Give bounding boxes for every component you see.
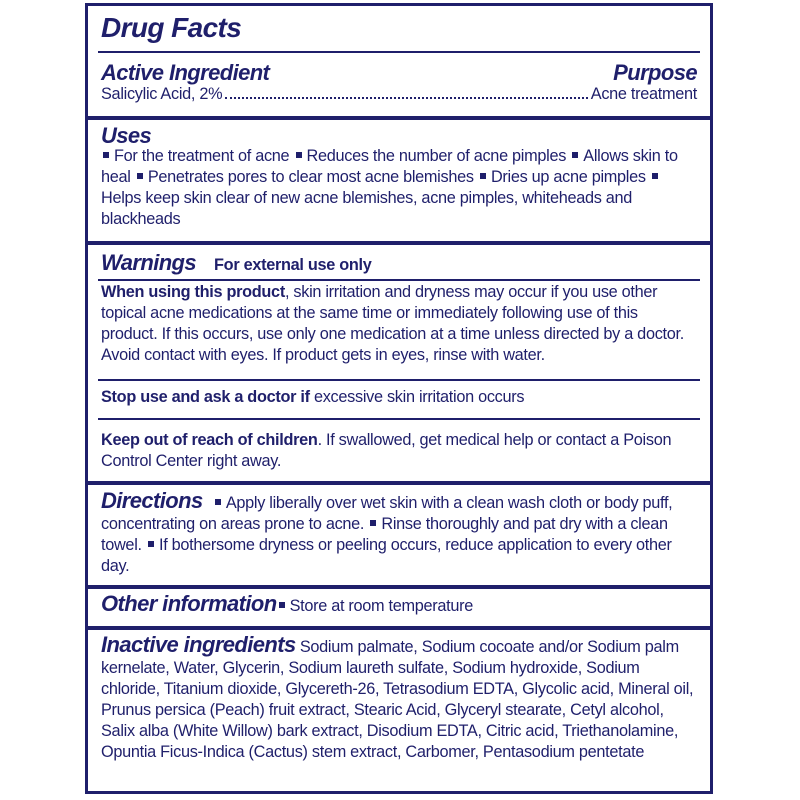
leader-dots — [225, 97, 588, 99]
uses-item: For the treatment of acne — [114, 147, 290, 165]
active-ingredient-heading: Active Ingredient — [101, 60, 270, 85]
uses-item: Reduces the number of acne pimples — [306, 147, 567, 165]
uses-item: Allows skin to heal — [101, 147, 678, 186]
active-ingredient-name: Salicylic Acid, 2% — [101, 85, 223, 103]
uses-section — [101, 123, 697, 230]
title-divider — [98, 51, 700, 53]
when-using-text: , skin irritation and dryness may occur if you use other topical acne medications at the same time or immediately following use of this product. If this occurs, use only one medication at a time unless directed by a doctor. Avoid contact with eyes. If product gets in eyes, rinse with water. — [101, 283, 684, 364]
bullet — [652, 173, 658, 179]
uses-item: Dries up acne pimples — [490, 168, 646, 186]
keep-out-label: Keep out of reach of children — [101, 431, 318, 449]
when-using-label: When using this product — [101, 283, 285, 301]
stop-use-paragraph — [101, 387, 697, 408]
divider-warnings-heading — [98, 279, 700, 281]
active-ingredient-purpose: Acne treatment — [590, 85, 697, 103]
bullet — [572, 152, 578, 158]
bullet — [279, 602, 285, 608]
inactive-ingredients-text: Sodium palmate, Sodium cocoate and/or Sodium palm kernelate, Water, Glycerin, Sodium laureth sulfate, Sodium hydroxide, Sodium chloride, Titanium dioxide, Glycereth-26, Tetrasodium EDTA, Glycolic acid, Mineral oil, Prunus persica (Peach) fruit extract, Stearic Acid, Glyceryl stearate, Cetyl alcohol, Salix alba (White Willow) bark extract, Disodium EDTA, Citric acid, Triethanolamine, Opuntia Ficus-Indica (Cactus) stem extract, Carbomer, Pentasodium pentetate — [101, 638, 694, 761]
directions-item: Apply liberally over wet skin with a clean wash cloth or body puff, concentrating on areas prone to acne. — [101, 494, 673, 533]
drug-facts-title: Drug Facts — [101, 12, 242, 43]
uses-item: Helps keep skin clear of new acne blemishes, acne pimples, whiteheads and blackheads — [101, 189, 633, 228]
directions-item: If bothersome dryness or peeling occurs, reduce application to every other day. — [101, 536, 672, 575]
divider-directions — [88, 585, 710, 589]
bullet — [215, 499, 221, 505]
keep-out-text: . If swallowed, get medical help or contact a Poison Control Center right away. — [101, 431, 672, 470]
stop-use-text: excessive skin irritation occurs — [309, 388, 525, 406]
warnings-section — [101, 250, 697, 276]
directions-item: Rinse thoroughly and pat dry with a clean towel. — [101, 515, 668, 554]
bullet — [296, 152, 302, 158]
uses-heading: Uses — [101, 123, 152, 148]
bullet — [103, 152, 109, 158]
uses-item: Penetrates pores to clear most acne blemishes — [147, 168, 474, 186]
bullet — [370, 520, 376, 526]
keep-out-paragraph — [101, 430, 697, 472]
directions-heading: Directions — [101, 488, 203, 513]
bullet — [137, 173, 143, 179]
when-using-paragraph — [101, 282, 697, 366]
divider-warnings — [88, 481, 710, 485]
warnings-heading: Warnings — [101, 250, 197, 275]
other-info-heading: Other information — [101, 591, 277, 616]
other-info-text: Store at room temperature — [289, 597, 474, 615]
drug-facts-panel — [85, 3, 713, 794]
purpose-heading: Purpose — [613, 60, 697, 85]
uses-list — [101, 146, 697, 230]
inactive-ingredients-section — [101, 634, 697, 763]
divider-other — [88, 626, 710, 630]
stop-use-label: Stop use and ask a doctor if — [101, 388, 310, 406]
divider-active — [88, 116, 710, 120]
divider-uses — [88, 241, 710, 245]
divider-when-using — [98, 379, 700, 381]
other-info-section — [101, 593, 697, 617]
active-ingredient-section — [101, 60, 697, 105]
divider-stop-use — [98, 418, 700, 420]
inactive-ingredients-heading: Inactive ingredients — [101, 632, 296, 657]
bullet — [148, 541, 154, 547]
directions-section — [101, 490, 697, 577]
bullet — [480, 173, 486, 179]
external-use-note: For external use only — [214, 256, 372, 274]
